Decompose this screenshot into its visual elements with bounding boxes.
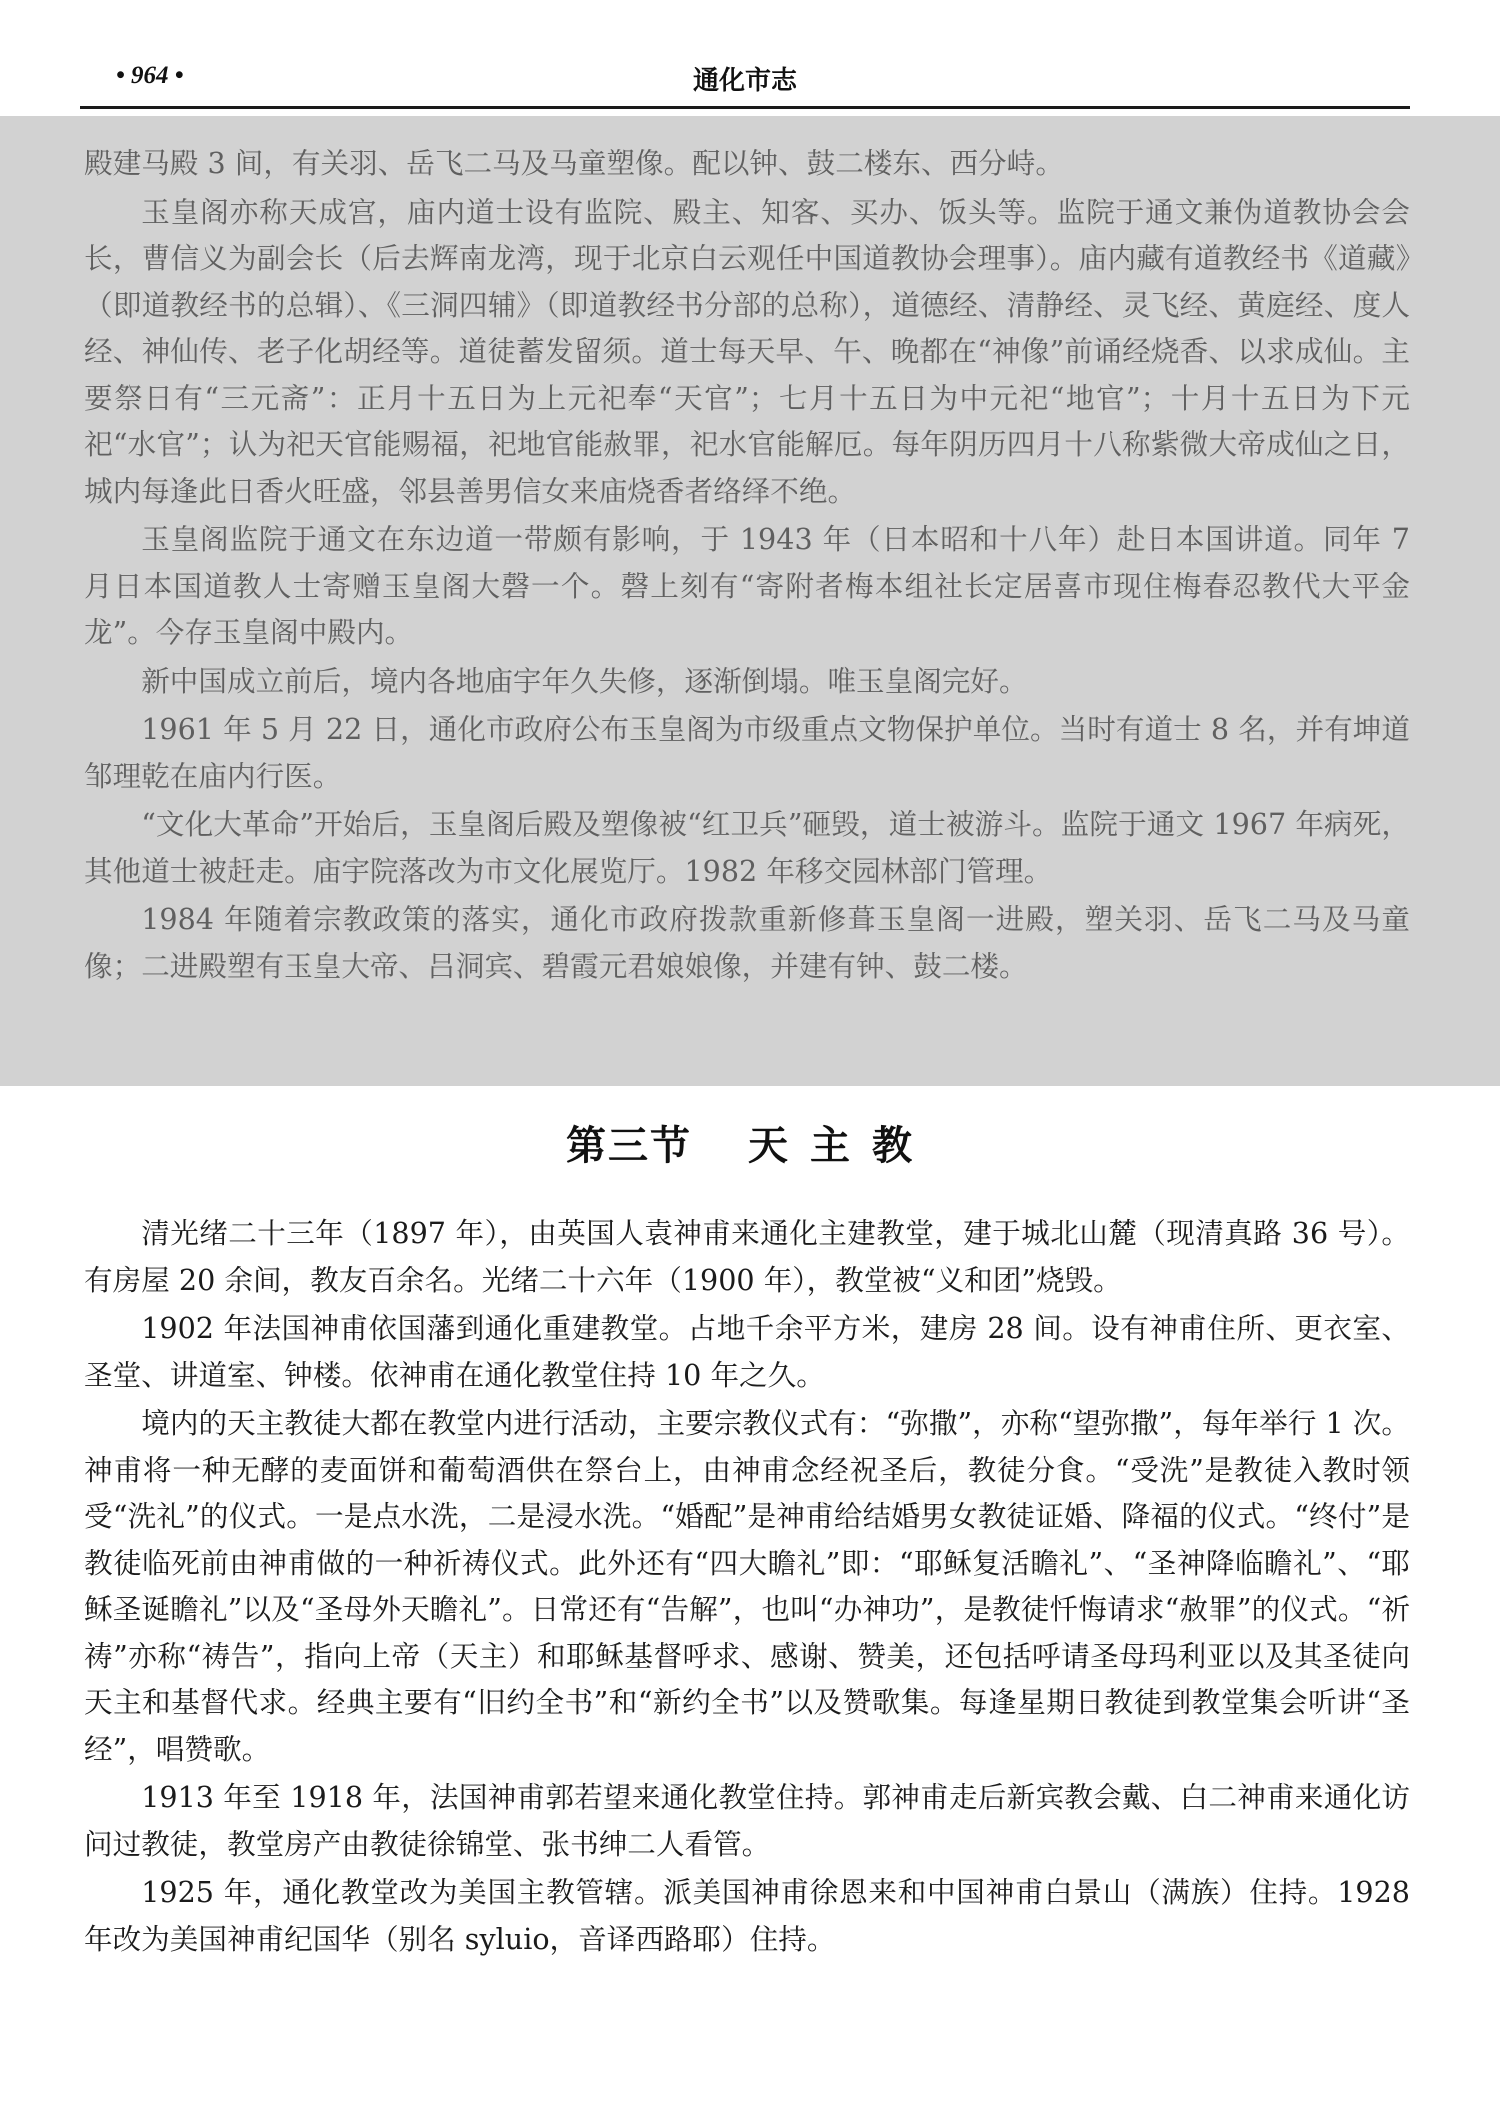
book-title: 通化市志 <box>692 66 797 96</box>
paragraph: 1902 年法国神甫依国藩到通化重建教堂。占地千余平方米，建房 28 间。设有神甫住所、更衣室、圣堂、讲道室、钟楼。依神甫在通化教堂住持 10 年之久。 <box>84 1311 1410 1392</box>
paragraph: 1984 年随着宗教政策的落实，通化市政府拨款重新修葺玉皇阁一进殿，塑关羽、岳飞二马及马童像；二进殿塑有玉皇大帝、吕洞宾、碧霞元君娘娘像，并建有钟、鼓二楼。 <box>84 902 1410 983</box>
page-header <box>80 60 1410 109</box>
paragraph: 玉皇阁亦称天成宫，庙内道士设有监院、殿主、知客、买办、饭头等。监院于通文兼伪道教协会会长，曹信义为副会长（后去辉南龙湾，现于北京白云观任中国道教协会理事）。庙内藏有道教经书《道藏》（即道教经书的总辑）、《三洞四辅》（即道教经书分部的总称），道德经、清静经、灵飞经、黄庭经、度人经、神仙传、老子化胡经等。道徒蓄发留须。道士每天早、午、晚都在“神像”前诵经烧香、以求成仙。主要祭日有“三元斋”：正月十五日为上元祀奉“天官”；七月十五日为中元祀“地官”；十月十五日为下元祀“水官”；认为祀天官能赐福，祀地官能赦罪，祀水官能解厄。每年阴历四月十八称紫微大帝成仙之日，城内每逢此日香火旺盛，邻县善男信女来庙烧香者络绎不绝。 <box>84 194 1410 508</box>
section-heading <box>0 1114 1500 1171</box>
section-body <box>84 1210 1410 1964</box>
paragraph: 1961 年 5 月 22 日，通化市政府公布玉皇阁为市级重点文物保护单位。当时有道士 8 名，并有坤道邹理乾在庙内行医。 <box>84 712 1410 793</box>
paragraph: 殿建马殿 3 间，有关羽、岳飞二马及马童塑像。配以钟、鼓二楼东、西分峙。 <box>84 146 1064 180</box>
paragraph: 玉皇阁监院于通文在东边道一带颇有影响，于 1943 年（日本昭和十八年）赴日本国讲道。同年 7 月日本国道教人士寄赠玉皇阁大磬一个。磬上刻有“寄附者梅本组社长定居喜市现住梅春忍教代大平金龙”。今存玉皇阁中殿内。 <box>84 522 1410 649</box>
upper-body <box>84 140 1410 991</box>
section-number: 第三节 <box>566 1122 692 1169</box>
paragraph: 1925 年，通化教堂改为美国主教管辖。派美国神甫徐恩来和中国神甫白景山（满族）住持。1928 年改为美国神甫纪国华（别名 syluio，音译西路耶）住持。 <box>84 1875 1410 1956</box>
paragraph: 境内的天主教徒大都在教堂内进行活动，主要宗教仪式有：“弥撒”，亦称“望弥撒”，每年举行 1 次。神甫将一种无酵的麦面饼和葡萄酒供在祭台上，由神甫念经祝圣后，教徒分食。“受洗”是教徒入教时领受“洗礼”的仪式。一是点水洗，二是浸水洗。“婚配”是神甫给结婚男女教徒证婚、降福的仪式。“终付”是教徒临死前由神甫做的一种祈祷仪式。此外还有“四大瞻礼”即：“耶稣复活瞻礼”、“圣神降临瞻礼”、“耶稣圣诞瞻礼”以及“圣母外天瞻礼”。日常还有“告解”，也叫“办神功”，是教徒忏悔请求“赦罪”的仪式。“祈祷”亦称“祷告”，指向上帝（天主）和耶稣基督呼求、感谢、赞美，还包括呼请圣母玛利亚以及其圣徒向天主和基督代求。经典主要有“旧约全书”和“新约全书”以及赞歌集。每逢星期日教徒到教堂集会听讲“圣经”，唱赞歌。 <box>84 1406 1411 1766</box>
page-number: • 964 • <box>116 62 184 89</box>
paragraph: “文化大革命”开始后，玉皇阁后殿及塑像被“红卫兵”砸毁，道士被游斗。监院于通文 1967 年病死，其他道士被赶走。庙宇院落改为市文化展览厅。1982 年移交园林部门管理。 <box>84 807 1410 888</box>
paragraph: 1913 年至 1918 年，法国神甫郭若望来通化教堂住持。郭神甫走后新宾教会戴、白二神甫来通化访问过教徒，教堂房产由教徒徐锦堂、张书绅二人看管。 <box>84 1780 1410 1861</box>
shaded-text-block <box>0 116 1500 1086</box>
paragraph: 新中国成立前后，境内各地庙宇年久失修，逐渐倒塌。唯玉皇阁完好。 <box>141 663 1028 698</box>
section-name: 天主教 <box>748 1122 934 1169</box>
paragraph: 清光绪二十三年（1897 年），由英国人袁神甫来通化主建教堂，建于城北山麓（现清真路 36 号）。有房屋 20 余间，教友百余名。光绪二十六年（1900 年），教堂被“义和团”烧毁。 <box>84 1216 1410 1297</box>
